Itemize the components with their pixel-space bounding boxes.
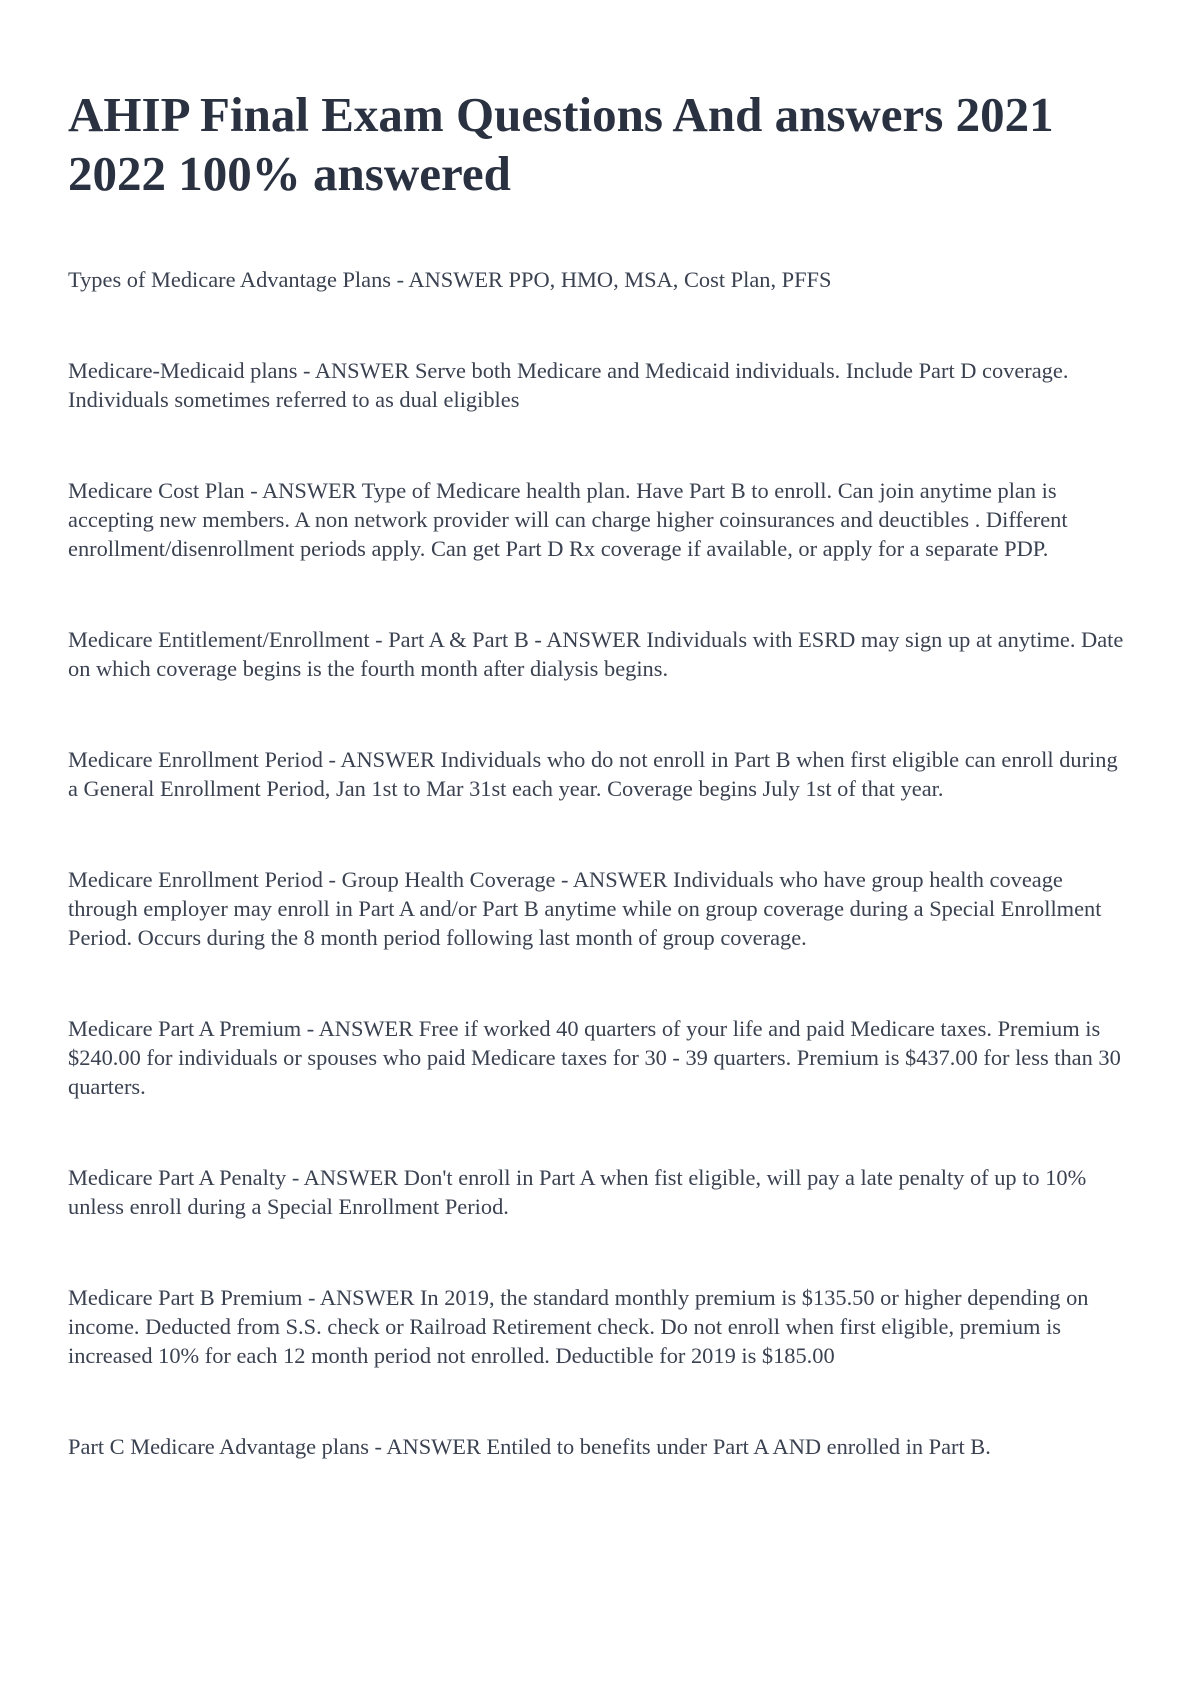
qa-item: Medicare-Medicaid plans - ANSWER Serve both Medicare and Medicaid individuals. Include Part D coverage. Individuals sometimes referred to as dual eligibles <box>68 358 1069 412</box>
qa-item: Types of Medicare Advantage Plans - ANSWER PPO, HMO, MSA, Cost Plan, PFFS <box>68 267 832 292</box>
qa-item: Medicare Part B Premium - ANSWER In 2019, the standard monthly premium is $135.50 or higher depending on income. Deducted from S.S. check or Railroad Retirement check. Do not enroll when first eligible, premium is increased 10% for each 12 month period not enrolled. Deductible for 2019 is $185.00 <box>68 1285 1089 1368</box>
qa-item: Medicare Part A Penalty - ANSWER Don't enroll in Part A when fist eligible, will pay a late penalty of up to 10% unless enroll during a Special Enrollment Period. <box>68 1165 1087 1219</box>
qa-item: Medicare Entitlement/Enrollment - Part A & Part B - ANSWER Individuals with ESRD may sign up at anytime. Date on which coverage begins is the fourth month after dialysis begins. <box>68 627 1124 681</box>
qa-item: Medicare Enrollment Period - Group Health Coverage - ANSWER Individuals who have group health coveage through employer may enroll in Part A and/or Part B anytime while on group coverage during a Special Enrollment Period. Occurs during the 8 month period following last month of group coverage. <box>68 867 1102 950</box>
document-page <box>68 85 1128 1523</box>
document-title: AHIP Final Exam Questions And answers 2021 2022 100% answered <box>68 87 1054 201</box>
qa-list <box>68 265 1128 1461</box>
qa-item: Medicare Enrollment Period - ANSWER Individuals who do not enroll in Part B when first eligible can enroll during a General Enrollment Period, Jan 1st to Mar 31st each year. Coverage begins July 1st of that year. <box>68 747 1118 801</box>
qa-item: Medicare Part A Premium - ANSWER Free if worked 40 quarters of your life and paid Medicare taxes. Premium is $240.00 for individuals or spouses who paid Medicare taxes for 30 - 39 quarters. Premium is $437.00 for less than 30 quarters. <box>68 1016 1121 1099</box>
qa-item: Part C Medicare Advantage plans - ANSWER Entiled to benefits under Part A AND enrolled in Part B. <box>68 1434 991 1459</box>
qa-item: Medicare Cost Plan - ANSWER Type of Medicare health plan. Have Part B to enroll. Can join anytime plan is accepting new members. A non network provider will can charge higher coinsurances and deuctibles . Different enrollment/disenrollment periods apply. Can get Part D Rx coverage if available, or apply for a separate PDP. <box>68 478 1068 561</box>
